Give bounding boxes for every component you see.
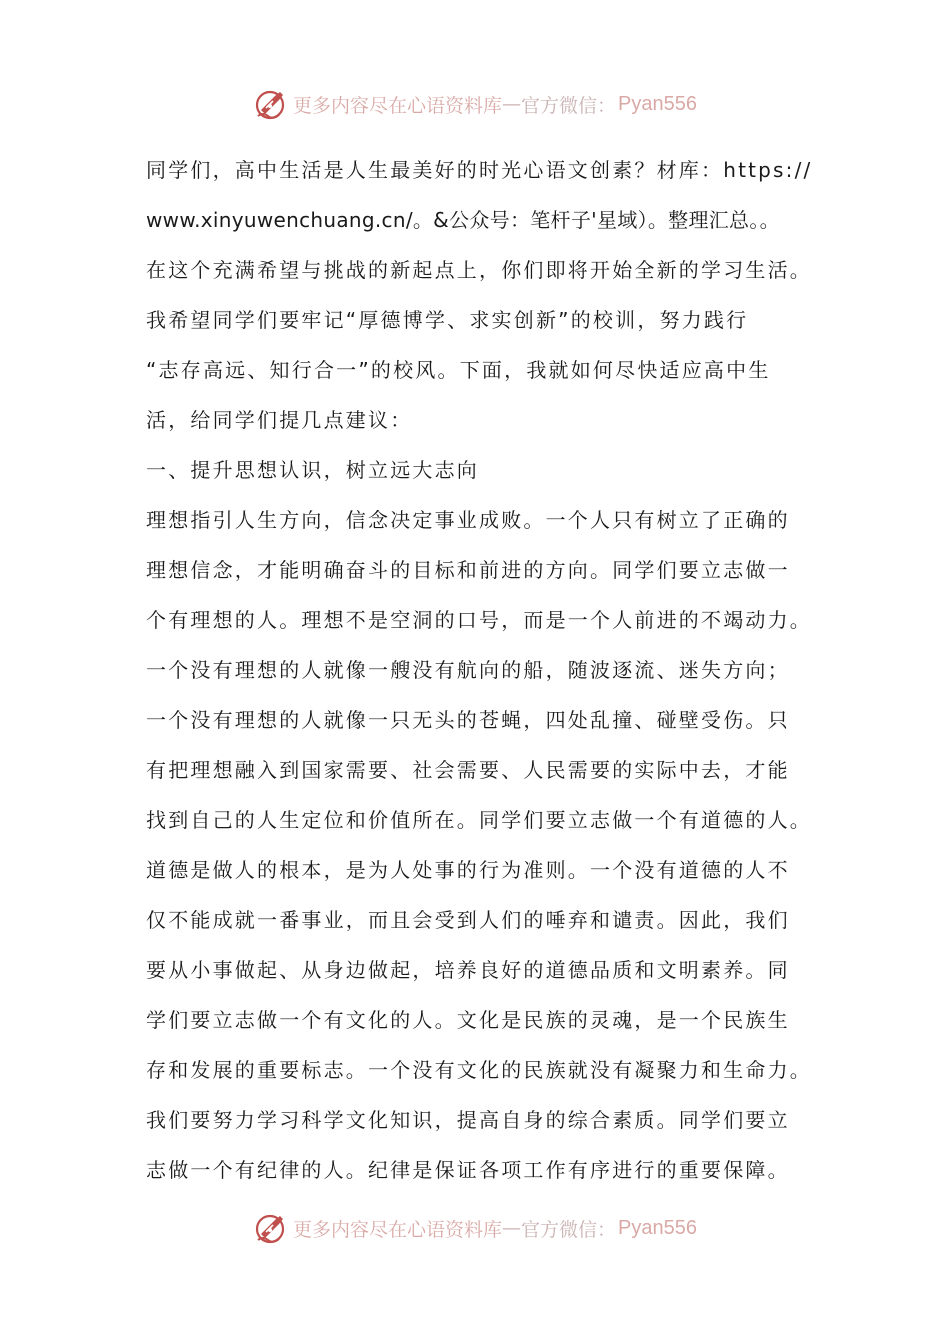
body-line: 有把理想融入到国家需要、社会需要、人民需要的实际中去，才能 [146,758,790,782]
body-line: 要从小事做起、从身边做起，培养良好的道德品质和文明素养。同 [146,958,790,982]
banner-wechat-id: Pyan556 [618,1216,697,1239]
body-line: 我希望同学们要牢记“厚德博学、求实创新”的校训，努力践行 [146,308,749,332]
body-line: “志存高远、知行合一”的校风。下面，我就如何尽快适应高中生 [146,358,771,382]
banner-contact-label: 官方微信： [521,94,617,117]
banner-dash: — [502,93,522,115]
body-line: 在这个充满希望与挑战的新起点上，你们即将开始全新的学习生活。 [146,258,812,282]
banner-main-text: 更多内容尽在心语资料库 [293,94,503,117]
banner-wechat-id: Pyan556 [618,92,697,115]
body-line: 我们要努力学习科学文化知识，提高自身的综合素质。同学们要立 [146,1108,790,1132]
banner-dash: — [502,1217,522,1239]
body-line: www.xinyuwenchuang.cn/。&公众号：笔杆子'星域）。整理汇总。。 [146,208,780,232]
footer-watermark-banner [0,1208,950,1248]
pen-nib-circle-icon [253,86,289,122]
body-line: 学们要立志做一个有文化的人。文化是民族的灵魂，是一个民族生 [146,1008,790,1032]
document-body [146,148,826,1198]
body-line: 道德是做人的根本，是为人处事的行为准则。一个没有道德的人不 [146,858,790,882]
body-line: 理想信念，才能明确奋斗的目标和前进的方向。同学们要立志做一 [146,558,790,582]
section-heading: 一、提升思想认识，树立远大志向 [146,458,479,482]
pen-nib-circle-icon [253,1210,289,1246]
body-line: 活，给同学们提几点建议： [146,408,413,432]
body-line: 同学们，高中生活是人生最美好的时光心语文创素？材库：https:// [146,158,813,182]
body-line: 个有理想的人。理想不是空洞的口号，而是一个人前进的不竭动力。 [146,608,812,632]
banner-main-text: 更多内容尽在心语资料库 [293,1218,503,1241]
body-line: 理想指引人生方向，信念决定事业成败。一个人只有树立了正确的 [146,508,790,532]
body-line: 仅不能成就一番事业，而且会受到人们的唾弃和谴责。因此，我们 [146,908,790,932]
body-line: 存和发展的重要标志。一个没有文化的民族就没有凝聚力和生命力。 [146,1058,812,1082]
body-line: 找到自己的人生定位和价值所在。同学们要立志做一个有道德的人。 [146,808,812,832]
header-watermark-banner [0,84,950,124]
body-line: 一个没有理想的人就像一艘没有航向的船，随波逐流、迷失方向； [146,658,790,682]
banner-contact-label: 官方微信： [521,1218,617,1241]
body-line: 志做一个有纪律的人。纪律是保证各项工作有序进行的重要保障。 [146,1158,790,1182]
body-line: 一个没有理想的人就像一只无头的苍蝇，四处乱撞、碰壁受伤。只 [146,708,790,732]
